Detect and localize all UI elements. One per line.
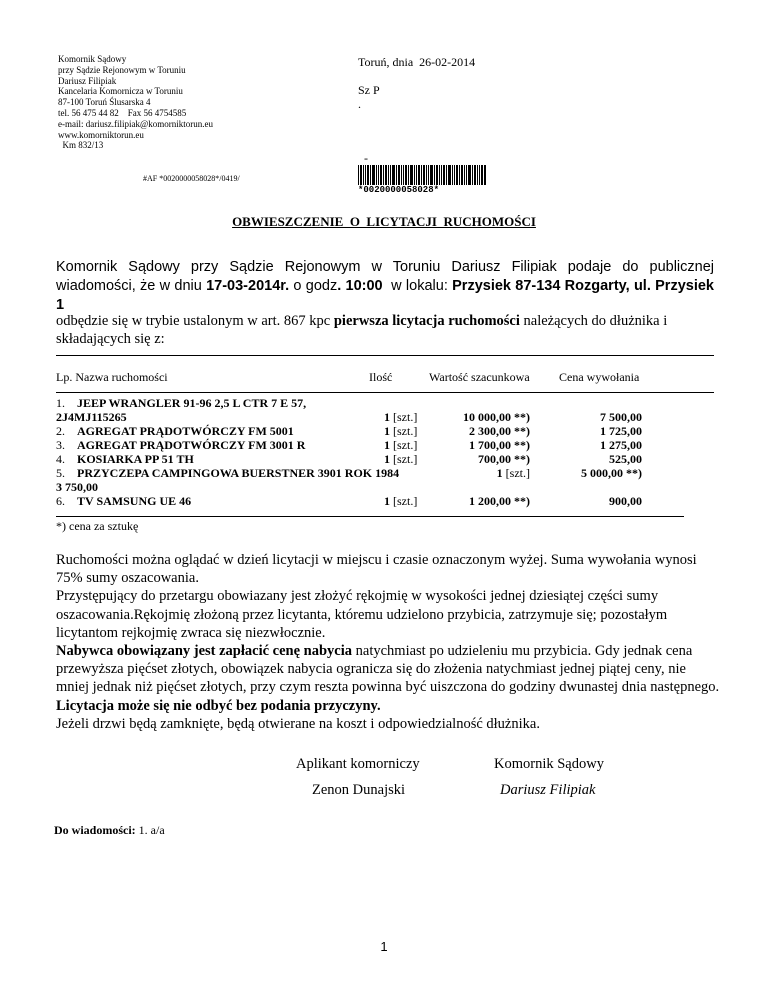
row-name: AGREGAT PRĄDOTWÓRCZY FM 3001 R xyxy=(77,438,306,452)
row-price: 1 275,00 xyxy=(600,438,642,452)
row-qty: 1 xyxy=(384,424,390,438)
payment-obligation: Nabywca obowiązany jest zapłacić cenę nabycia xyxy=(56,643,353,660)
divider xyxy=(56,392,714,393)
row-qty: 1 xyxy=(384,438,390,452)
recipient-dash: - xyxy=(364,151,368,165)
row-name: JEEP WRANGLER 91-96 2,5 L CTR 7 E 57, xyxy=(77,396,307,410)
row-name-cont: 3 750,00 xyxy=(56,480,98,494)
intro2-text: należących do dłużnika i składających się z: xyxy=(56,313,668,347)
row-price: 525,00 xyxy=(609,452,642,466)
row-unit: [szt.] xyxy=(390,494,418,508)
divider xyxy=(56,516,684,517)
body-paragraph-text: natychmiast po udzieleniu mu przybicia. Gdy jednak cena przewyższa pięćset złotych, obowiązek nabycia ogranicza się do złożenia natychmiast jednej piątej ceny, nie mniej jednak niż pięćset złotych, przy czym reszta powinna być uiszczona do godziny dwunastej dnia następnego. xyxy=(56,643,720,696)
row-lp: 4. xyxy=(56,452,65,466)
sender-line: 87-100 Toruń Ślusarska 4 xyxy=(58,97,151,108)
sender-line: Komornik Sądowy xyxy=(58,54,127,64)
sender-line: www.komorniktorun.eu xyxy=(58,129,144,140)
col-header-price: Cena wywołania xyxy=(559,370,640,384)
body-paragraph: Ruchomości można oglądać w dzień licytacji w miejscu i czasie oznaczonym wyżej. Suma wywołania wynosi 75% sumy oszacowania. xyxy=(56,552,697,587)
distribution-note xyxy=(54,823,165,838)
col-header-qty: Ilość xyxy=(369,370,393,384)
row-unit: [szt.] xyxy=(390,438,418,452)
table-footnote: *) cena za sztukę xyxy=(56,519,139,533)
distribution-value: 1. a/a xyxy=(135,823,165,837)
sender-line: tel. 56 475 44 82 Fax 56 4754585 xyxy=(58,107,187,118)
barcode-text: *0020000058028* xyxy=(358,185,440,195)
body-paragraph: Przystępujący do przetargu obowiazany jest złożyć rękojmię w wysokości jednej dziesiątej części sumy oszacowania.Rękojmię złożoną przez licytanta, któremu udzielono przybicia, zatrzymuje się; pozostałym licytantom rejkojmię zwraca się niezwłocznie. xyxy=(56,588,668,641)
sender-line: e-mail: dariusz.filipiak@komorniktorun.eu xyxy=(58,118,213,129)
intro-text: w lokalu: xyxy=(382,278,453,294)
row-lp: 1. xyxy=(56,396,65,410)
row-price: 900,00 xyxy=(609,494,642,508)
intro-paragraph xyxy=(56,258,714,315)
intro-text: Komornik Sądowy przy Sądzie Rejonowym w Toruniu Dariusz Filipiak podaje do publicznej wiadomości, że w dniu xyxy=(56,259,714,294)
col-header-lp-name: Lp. Nazwa ruchomości xyxy=(56,370,168,384)
row-qty: 1 xyxy=(384,452,390,466)
row-value: 1 700,00 **) xyxy=(469,438,530,452)
row-lp: 2. xyxy=(56,424,65,438)
case-number: Km 832/13 xyxy=(58,140,104,151)
signature-right-name: Dariusz Filipiak xyxy=(500,782,596,798)
sender-address-block xyxy=(58,54,213,151)
distribution-label: Do wiadomości: xyxy=(54,823,136,837)
row-name: PRZYCZEPA CAMPINGOWA BUERSTNER 3901 ROK 1984 xyxy=(77,466,400,480)
body-paragraph xyxy=(56,642,721,697)
barcode-image xyxy=(358,165,486,187)
intro2-text: odbędzie się w trybie ustalonym w art. 867 kpc xyxy=(56,313,334,329)
intro-paragraph-2 xyxy=(56,312,714,348)
body-paragraph-bold: Licytacja może się nie odbyć bez podania przyczyny. xyxy=(56,697,381,714)
sender-line: Kancelaria Komornicza w Toruniu xyxy=(58,86,183,97)
row-qty: 1 xyxy=(384,410,390,424)
body-paragraph: Jeżeli drzwi będą zamknięte, będą otwierane na koszt i odpowiedzialność dłużnika. xyxy=(56,715,540,732)
sender-line: przy Sądzie Rejonowym w Toruniu xyxy=(58,64,186,75)
row-value: 700,00 **) xyxy=(478,452,530,466)
row-name: KOSIARKA PP 51 TH xyxy=(77,452,194,466)
date-place: Toruń, dnia 26-02-2014 xyxy=(358,55,476,69)
signature-left-name: Zenon Dunajski xyxy=(312,782,406,798)
row-qty: 1 xyxy=(384,494,390,508)
auction-time: . 10:00 xyxy=(337,278,383,294)
body-text xyxy=(56,551,721,733)
row-lp: 5. xyxy=(56,466,65,480)
recipient-placeholder: . xyxy=(358,97,361,111)
row-unit: [szt.] xyxy=(390,410,418,424)
divider xyxy=(56,355,714,356)
col-header-value: Wartość szacunkowa xyxy=(429,370,530,384)
row-value: 1 200,00 **) xyxy=(469,494,530,508)
auction-date: 17-03-2014r. xyxy=(206,278,290,294)
row-name: TV SAMSUNG UE 46 xyxy=(77,494,192,508)
page-title: OBWIESZCZENIE O LICYTACJI RUCHOMOŚCI xyxy=(232,214,536,229)
row-price: 1 725,00 xyxy=(600,424,642,438)
row-value: 2 300,00 **) xyxy=(469,424,530,438)
row-value: 10 000,00 **) xyxy=(463,410,530,424)
auction-place: Przysiek 87-134 Rozgarty, ul. Przysiek 1 xyxy=(56,278,714,313)
intro-text: o godz xyxy=(289,278,338,294)
signature-left-role: Aplikant komorniczy xyxy=(296,756,420,772)
row-lp: 3. xyxy=(56,438,65,452)
signature-right-role: Komornik Sądowy xyxy=(494,756,604,772)
row-qty: 1 xyxy=(496,466,503,480)
row-value: 5 000,00 **) xyxy=(581,466,642,480)
row-unit: [szt.] xyxy=(390,452,418,466)
af-code: #AF *0020000058028*/0419/ xyxy=(143,174,240,183)
auction-type: pierwsza licytacja ruchomości xyxy=(333,313,520,329)
row-unit: [szt.] xyxy=(502,466,530,480)
row-name: AGREGAT PRĄDOTWÓRCZY FM 5001 xyxy=(77,424,294,438)
row-name-cont: 2J4MJ115265 xyxy=(56,410,127,424)
row-lp: 6. xyxy=(56,494,65,508)
row-price: 7 500,00 xyxy=(600,410,642,424)
page-number: 1 xyxy=(380,939,388,954)
row-unit: [szt.] xyxy=(390,424,418,438)
recipient-salutation: Sz P xyxy=(358,83,380,97)
sender-line: Dariusz Filipiak xyxy=(58,75,117,86)
